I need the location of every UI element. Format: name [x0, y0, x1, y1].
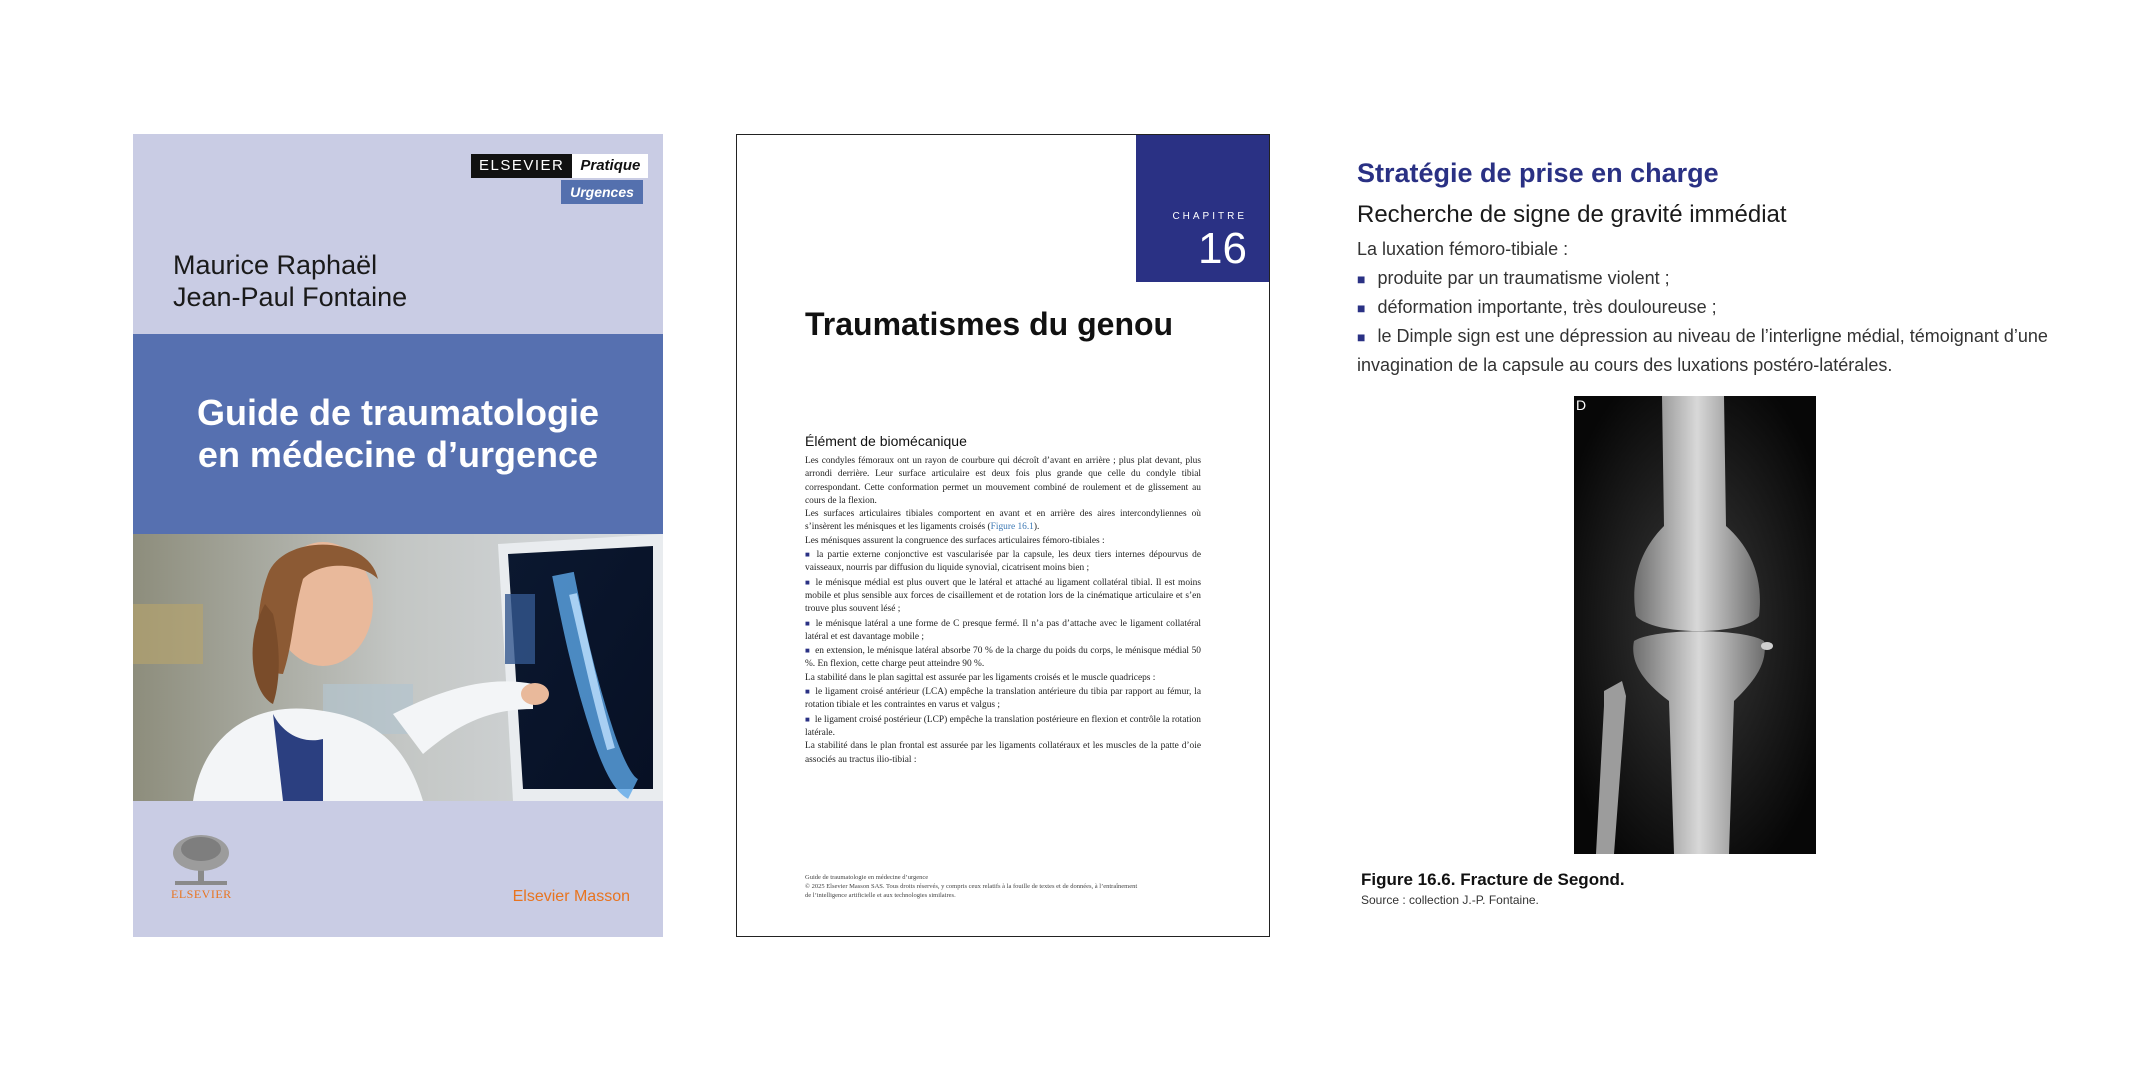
- book-cover: [133, 134, 663, 937]
- publisher-footer: [133, 801, 663, 937]
- book-title-line: Guide de traumatologie: [196, 392, 600, 433]
- paragraph: La stabilité dans le plan sagittal est assurée par les ligaments croisés et le muscle quadriceps :: [805, 672, 1156, 683]
- bullet-item: ■ la partie externe conjonctive est vascularisée par la capsule, les deux tiers internes dépourvus de vaisseaux, nourris par diffusion du liquide synovial, cicatrisent moins bien ;: [805, 548, 1201, 576]
- square-bullet-icon: ■: [1357, 300, 1366, 316]
- book-title-line: en médecine d’urgence: [197, 434, 599, 475]
- square-bullet-icon: ■: [1357, 271, 1366, 287]
- chapter-body: [805, 433, 1201, 767]
- book-title: [197, 392, 599, 476]
- footer-copyright: de l’intelligence artificielle et aux technologies similaires.: [805, 892, 956, 899]
- figure-reference-link[interactable]: Figure 16.1: [990, 522, 1034, 533]
- footer-copyright: © 2025 Elsevier Masson SAS. Tous droits réservés, y compris ceux relatifs à la fouille de textes et de données, à l’entraînement: [805, 883, 1138, 890]
- publisher-name: Elsevier Masson: [512, 888, 630, 905]
- bullet-item: ■ en extension, le ménisque latéral absorbe 70 % de la charge du poids du corps, le ménisque médial 50 %. En flexion, cette charge peut atteindre 90 %.: [805, 644, 1201, 672]
- list-item: [1357, 264, 2117, 293]
- elsevier-tree-logo: [171, 831, 231, 887]
- elsevier-brand: ELSEVIER: [471, 154, 572, 178]
- author-list: [173, 249, 407, 313]
- bullet-item: ■ le ménisque médial est plus ouvert que le latéral et attaché au ligament collatéral tibial. Il est moins mobile et plus sensible aux forces de cisaillement et de rotation lors de la cinématique articulaire et s’en trouve plus souvent lésé ;: [805, 576, 1201, 617]
- figure-source: Source : collection J.-P. Fontaine.: [1361, 893, 1539, 907]
- xray-marker: D: [1576, 397, 1587, 413]
- knee-xray-image: [1574, 396, 1816, 854]
- collection-logo: [471, 154, 643, 204]
- chapter-title: Traumatismes du genou: [805, 306, 1174, 342]
- list-item: [1357, 322, 2117, 379]
- bullet-item: ■ le ménisque latéral a une forme de C presque fermé. Il n’a pas d’attache avec le ligament collatéral latéral et est davantage mobile ;: [805, 617, 1201, 645]
- page-footer: [805, 873, 1205, 900]
- subcollection-name: Urgences: [561, 180, 643, 204]
- paragraph-text: ).: [1033, 522, 1040, 533]
- figure-caption: Figure 16.6. Fracture de Segond.: [1361, 870, 1625, 889]
- excerpt-heading: Stratégie de prise en charge: [1357, 158, 1719, 188]
- excerpt-subheading: Recherche de signe de gravité immédiat: [1357, 201, 1787, 228]
- collection-name: Pratique: [572, 154, 648, 178]
- excerpt-intro: La luxation fémoro-tibiale :: [1357, 239, 1569, 259]
- square-bullet-icon: ■: [1357, 329, 1366, 345]
- list-item: [1357, 293, 2117, 322]
- title-band: [133, 334, 663, 534]
- paragraph: La stabilité dans le plan frontal est assurée par les ligaments collatéraux et les muscles de la patte d’oie associés au tractus ilio-tibial :: [805, 741, 1201, 765]
- footer-book-title: Guide de traumatologie en médecine d’urgence: [805, 874, 929, 881]
- paragraph-text: Les surfaces articulaires tibiales comportent en avant et en arrière des aires intercondyliennes où s’insèrent les ménisques et les ligaments croisés (: [805, 509, 1201, 533]
- list-item-text: le Dimple sign est une dépression au niveau de l’interligne médial, témoignant d’une invagination de la capsule au cours des luxations postéro-latérales.: [1357, 326, 2048, 375]
- bullet-item: ■ le ligament croisé antérieur (LCA) empêche la translation antérieure du tibia par rapport au fémur, la rotation tibiale et les contraintes en varus et valgus ;: [805, 685, 1201, 713]
- chapter-number: 16: [1198, 224, 1247, 273]
- section-title: Élément de biomécanique: [805, 433, 967, 449]
- paragraph: [805, 508, 1201, 535]
- list-item-text: déformation importante, très douloureuse ;: [1377, 297, 1717, 317]
- bullet-item: ■ le ligament croisé postérieur (LCP) empêche la translation postérieure en flexion et contrôle la rotation latérale.: [805, 713, 1201, 741]
- list-item-text: produite par un traumatisme violent ;: [1377, 268, 1670, 288]
- author-name: Jean-Paul Fontaine: [173, 282, 408, 312]
- author-name: Maurice Raphaël: [173, 250, 378, 280]
- content-excerpt: [1357, 158, 2117, 379]
- chapter-label: CHAPITRE: [1172, 211, 1247, 222]
- chapter-opening-page: [736, 134, 1270, 937]
- cover-photo-doctor-viewing-xray: [133, 534, 663, 801]
- paragraph: Les condyles fémoraux ont un rayon de courbure qui décroît d’avant en arrière ; plus plat devant, plus arrondi derrière. Leur surface articulaire est deux fois plus grande que celle du condyle tibial correspondant. Cette conformation permet un mouvement combiné de roulement et de glissement au cours de la flexion.: [805, 456, 1201, 506]
- excerpt-bullet-list: [1357, 264, 2117, 379]
- chapter-badge: [1136, 135, 1269, 282]
- elsevier-logo-text: ELSEVIER: [171, 887, 232, 901]
- paragraph: Les ménisques assurent la congruence des surfaces articulaires fémoro-tibiales :: [805, 535, 1105, 546]
